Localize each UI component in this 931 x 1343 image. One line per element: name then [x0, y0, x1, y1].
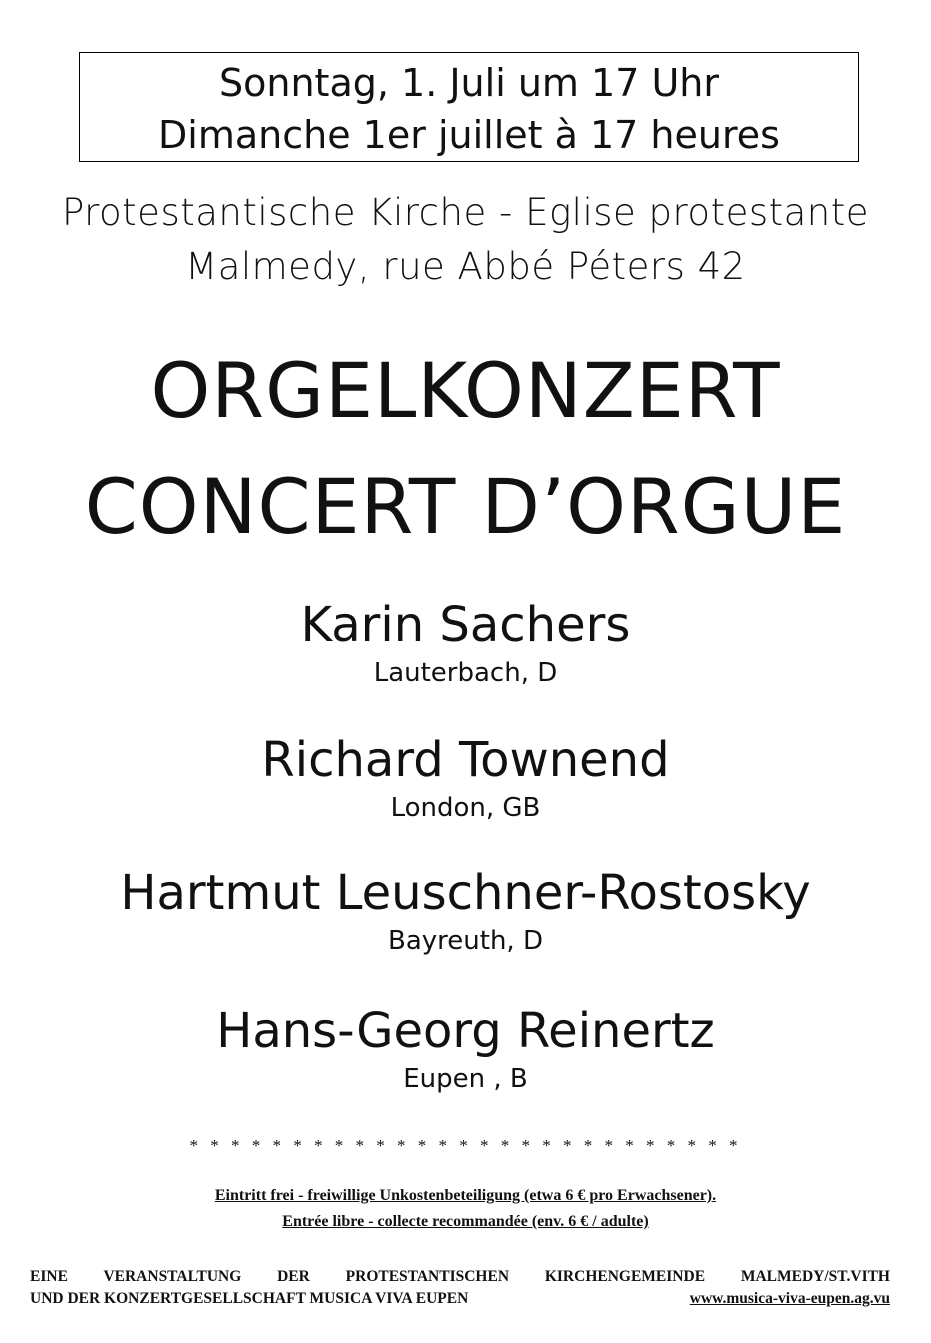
date-line-german: Sonntag, 1. Juli um 17 Uhr	[219, 61, 719, 105]
performer-city: Bayreuth, D	[388, 926, 543, 956]
organizer-line-1: EINE VERANSTALTUNG DER PROTESTANTISCHEN KIRCHENGEMEINDE MALMEDY/ST.VITH	[30, 1268, 890, 1285]
performer-city: London, GB	[390, 793, 541, 823]
headline-german: ORGELKONZERT	[150, 346, 781, 435]
star-separator: * * * * * * * * * * * * * * * * * * * * * * * * * * *	[189, 1136, 742, 1155]
headline-french: CONCERT D’ORGUE	[84, 462, 847, 551]
performer-city: Eupen , B	[403, 1064, 528, 1094]
venue-address: Malmedy, rue Abbé Péters 42	[185, 245, 746, 288]
performer-name: Hans-Georg Reinertz	[216, 1003, 715, 1059]
date-box	[79, 52, 859, 162]
performer	[0, 729, 931, 825]
performer	[0, 1000, 931, 1096]
venue-name: Protestantische Kirche - Eglise protestante	[61, 191, 870, 234]
performer-name: Richard Townend	[261, 732, 670, 788]
website-link[interactable]: www.musica-viva-eupen.ag.vu	[689, 1290, 890, 1307]
date-line-french: Dimanche 1er juillet à 17 heures	[158, 113, 780, 157]
organizer-society: UND DER KONZERTGESELLSCHAFT MUSICA VIVA EUPEN	[30, 1290, 469, 1307]
entry-note-french: Entrée libre - collecte recommandée (env. 6 € / adulte)	[282, 1213, 649, 1230]
performer	[0, 594, 931, 690]
performer	[0, 862, 931, 958]
entry-note-german: Eintritt frei - freiwillige Unkostenbeteiligung (etwa 6 € pro Erwachsener).	[214, 1187, 717, 1204]
performer-name: Karin Sachers	[300, 597, 631, 653]
performer-city: Lauterbach, D	[373, 658, 558, 688]
organizer-line-2	[30, 1288, 890, 1309]
performer-name: Hartmut Leuschner-Rostosky	[120, 865, 811, 921]
